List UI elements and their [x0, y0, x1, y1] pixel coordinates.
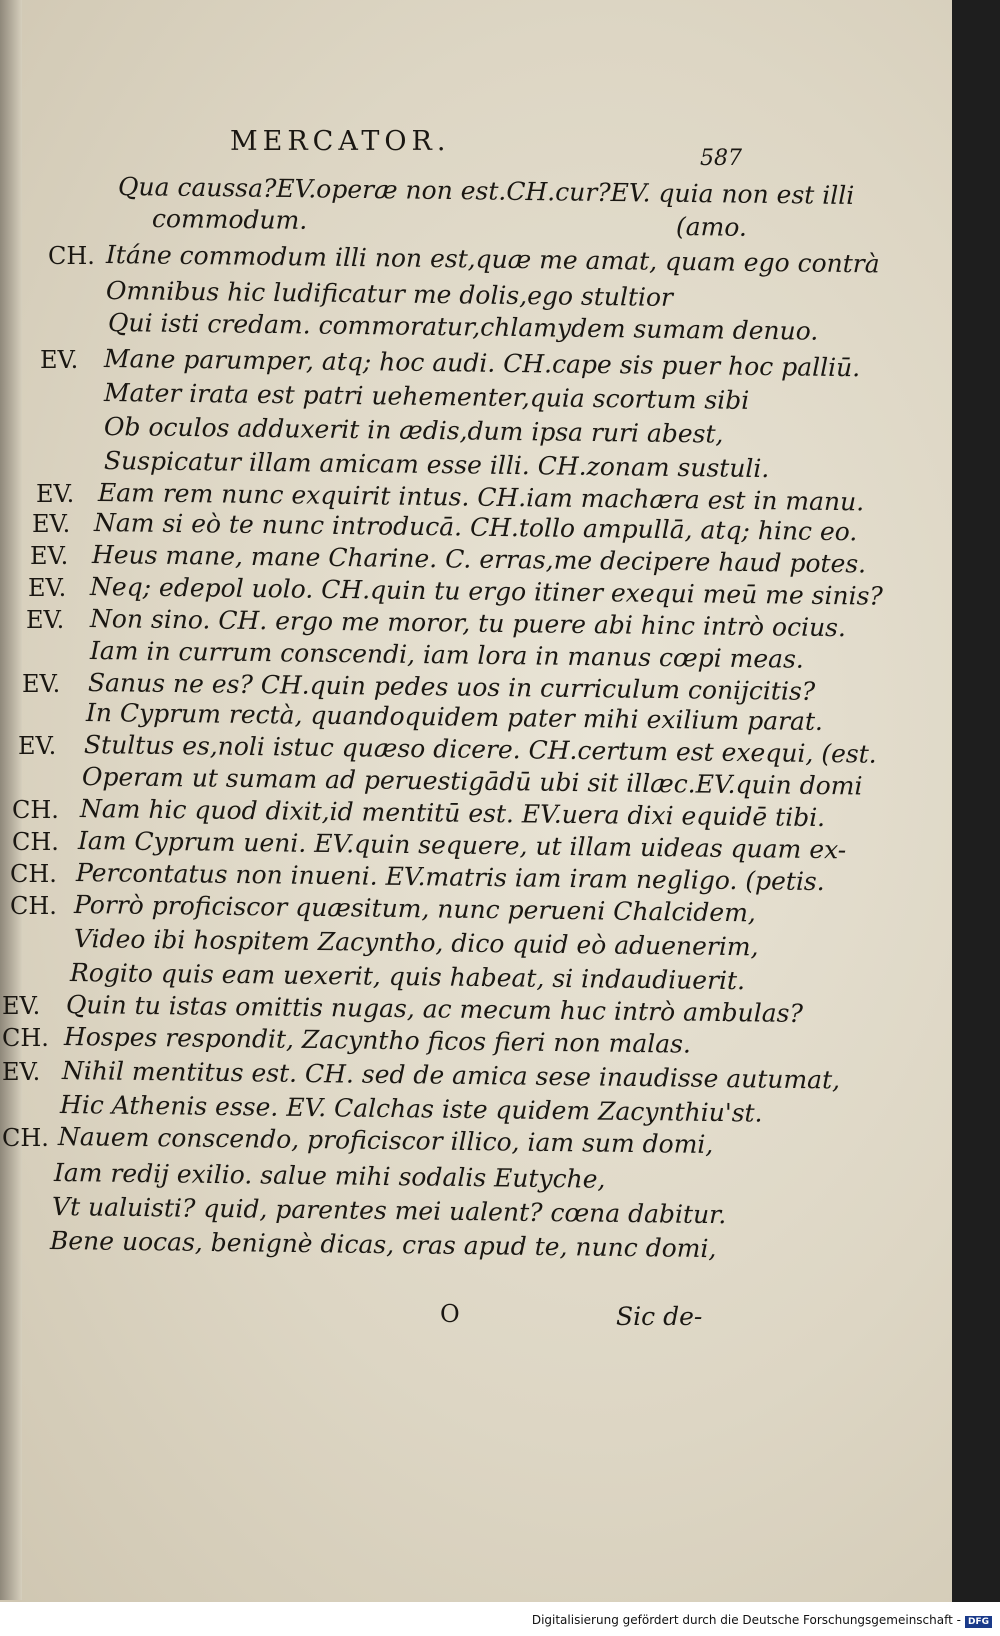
verse-line: Quin tu istas omittis nugas, ac mecum huc intrò ambulas? [65, 990, 804, 1029]
verse-line: commodum. [151, 204, 308, 235]
verse-line: Omnibus hic ludificatur me dolis,ego stultior [105, 276, 674, 312]
speaker-label: EV. [32, 510, 71, 538]
verse-line: Iam Cyprum ueni. EV.quin sequere, ut illam uideas quam ex- [77, 826, 847, 865]
speaker-label: CH. [12, 828, 59, 856]
speaker-label: EV. [18, 732, 57, 760]
verse-line: Mater irata est patri uehementer,quia scortum sibi [103, 378, 750, 415]
verse-line: Nam si eò te nunc introducā. CH.tollo ampullā, atq; hinc eo. [93, 508, 858, 547]
footer-bar [0, 1602, 1000, 1636]
footer-text: Digitalisierung gefördert durch die Deutsche Forschungsgemeinschaft - [531, 1613, 961, 1627]
verse-line: Eam rem nunc exquirit intus. CH.iam machæra est in manu. [97, 478, 865, 517]
signature-mark: O [440, 1300, 460, 1328]
verse-line: Nihil mentitus est. CH. sed de amica sese inaudisse autumat, [61, 1056, 841, 1095]
verse-line: Sanus ne es? CH.quin pedes uos in curriculum conijcitis? [87, 668, 816, 706]
speaker-label: EV. [22, 670, 61, 698]
verse-line: Suspicatur illam amicam esse illi. CH.zonam sustuli. [103, 446, 770, 484]
verse-line: Ob oculos adduxerit in ædis,dum ipsa ruri abest, [103, 412, 724, 449]
verse-line: Video ibi hospitem Zacyntho, dico quid eò aduenerim, [73, 924, 759, 962]
verse-line: Hospes respondit, Zacyntho ficos fieri non malas. [63, 1022, 692, 1059]
verse-line: Percontatus non inueni. EV.matris iam iram negligo. (petis. [75, 858, 825, 897]
verse-line: Iam redij exilio. salue mihi sodalis Eutyche, [53, 1158, 606, 1194]
speaker-label: EV. [28, 574, 67, 602]
verse-line: Bene uocas, benignè dicas, cras apud te, nunc domi, [49, 1226, 717, 1264]
verse-line: In Cyprum rectà, quandoquidem pater mihi exilium parat. [85, 698, 824, 737]
speaker-label: CH. [12, 796, 59, 824]
scan-border [952, 0, 1000, 1636]
speaker-label: EV. [2, 992, 41, 1020]
footer-credit [532, 1613, 992, 1628]
verse-line: Qui isti credam. commoratur,chlamydem sumam denuo. [107, 308, 819, 346]
verse-line: Operam ut sumam ad peruestigādū ubi sit illæc.EV.quin domi [81, 762, 863, 801]
verse-line: Vt ualuisti? quid, parentes mei ualent? cœna dabitur. [51, 1192, 727, 1230]
speaker-label: CH. [10, 860, 57, 888]
verse-line: Stultus es,noli istuc quæso dicere. CH.certum est exequi, (est. [83, 730, 877, 769]
verse-line: (amo. [675, 212, 748, 242]
verse-line: Non sino. CH. ergo me moror, tu puere abi hinc intrò ocius. [89, 604, 847, 643]
speaker-label: EV. [2, 1058, 41, 1086]
verse-line: Itáne commodum illi non est,quæ me amat, quam ego contrà [105, 240, 880, 279]
verse-line: Qua caussa?EV.operæ non est.CH.cur?EV. quia non est illi [117, 172, 855, 210]
verse-line: Heus mane, mane Charine. C. erras,me decipere haud potes. [91, 540, 867, 579]
dfg-logo: DFG [965, 1616, 992, 1628]
running-head: MERCATOR. [230, 126, 451, 157]
page-number: 587 [700, 146, 742, 171]
speaker-label: CH. [2, 1024, 49, 1052]
speaker-label: EV. [36, 480, 75, 508]
speaker-label: EV. [40, 346, 79, 374]
verse-line: Nam hic quod dixit,id mentitū est. EV.uera dixi equidē tibi. [79, 794, 826, 833]
verse-line: Porrò proficiscor quæsitum, nunc perueni Chalcidem, [73, 890, 757, 928]
speaker-label: EV. [26, 606, 65, 634]
speaker-label: CH. [2, 1124, 49, 1152]
verse-line: Neq; edepol uolo. CH.quin tu ergo itiner exequi meū me sinis? [89, 572, 883, 611]
verse-line: Hic Athenis esse. EV. Calchas iste quidem Zacynthiu'st. [59, 1090, 763, 1128]
verse-line: Rogito quis eam uexerit, quis habeat, si indaudiuerit. [69, 958, 746, 996]
verse-line: Nauem conscendo, proficiscor illico, iam sum domi, [57, 1122, 714, 1160]
verse-line: Mane parumper, atq; hoc audi. CH.cape sis puer hoc palliū. [103, 344, 861, 383]
verse-line: Iam in currum conscendi, iam lora in manus cœpi meas. [89, 636, 805, 674]
speaker-label: CH. [10, 892, 57, 920]
speaker-label: EV. [30, 542, 69, 570]
speaker-label: CH. [48, 242, 95, 270]
catchword: Sic de- [616, 1302, 703, 1331]
